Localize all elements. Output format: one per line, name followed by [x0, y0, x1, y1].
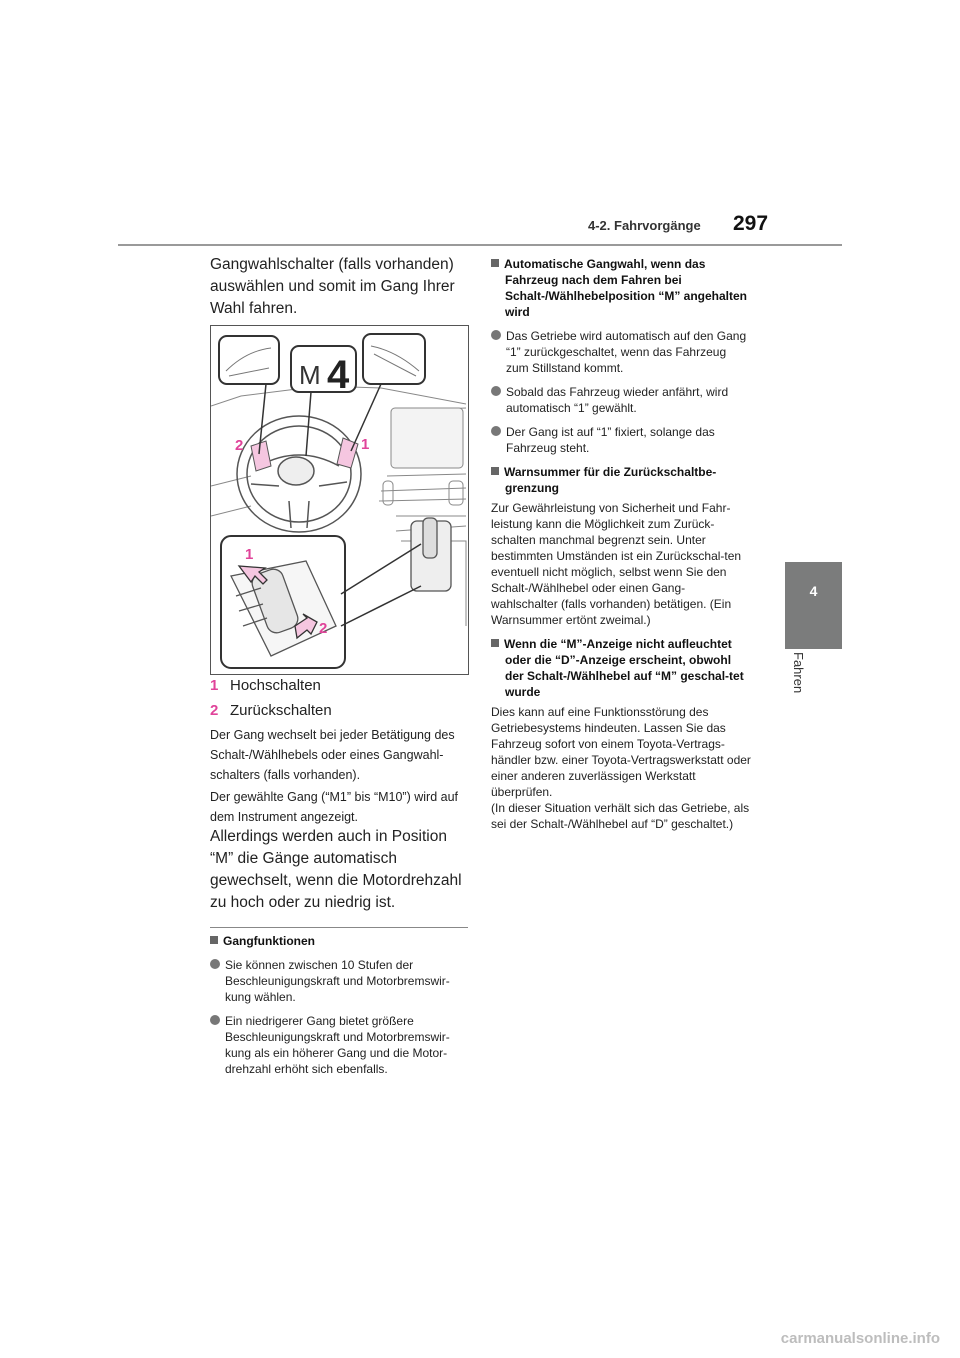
section-title: 4-2. Fahrvorgänge: [588, 218, 701, 233]
bullet-zurueckgeschaltet: Das Getriebe wird automatisch auf den Gang “1” zurückgeschaltet, wenn das Fahrzeug zum Stillstand kommt.: [491, 328, 751, 376]
square-bullet-icon: [491, 467, 499, 475]
paragraph-funktionsstoerung: Dies kann auf eine Funktionsstörung des Getriebesystems hindeuten. Lassen Sie das Fahrzeug sofort von einem Toyota-Vertrags-händler bzw. einer Toyota-Vertragswerkstatt oder einer anderen zuverlässigen Werkstatt überprüfen.: [491, 705, 751, 799]
gear-m-letter: M: [299, 360, 321, 390]
watermark: carmanualsonline.info: [780, 1330, 940, 1347]
square-bullet-icon: [491, 639, 499, 647]
callout-1-top: 1: [361, 436, 370, 453]
square-bullet-icon: [491, 259, 499, 267]
square-bullet-icon: [210, 936, 218, 944]
note-auto-change: Allerdings werden auch in Position “M” die Gänge automatisch gewechselt, wenn die Motordrehzahl zu hoch oder zu niedrig ist.: [210, 828, 462, 911]
chapter-number: 4: [809, 583, 818, 599]
gear-number: 4: [327, 353, 350, 397]
lead-text: Gangwahlschalter (falls vorhanden) auswählen und somit im Gang Ihrer Wahl fahren.: [210, 256, 455, 317]
paragraph-situation: (In dieser Situation verhält sich das Getriebe, als sei der Schalt-/Wählhebel auf “D” geschaltet.): [491, 801, 750, 831]
divider: [210, 927, 468, 928]
paragraph-warnsummer: Zur Gewährleistung von Sicherheit und Fahr-leistung kann die Möglichkeit zum Zurück-schalten manchmal begrenzt sein. Unter bestimmten Umständen ist ein Zurückschal-ten eventuell nicht möglich, selbst wenn Sie den Schalt-/Wählhebel oder einen Gang-wahlschalter (falls vorhanden) betätigen. (Ein Warnsummer ertönt zweimal.): [491, 501, 742, 627]
callout-2-top: 2: [235, 437, 244, 454]
note-gear-display: Der gewählte Gang (“M1” bis “M10”) wird auf dem Instrument angezeigt.: [210, 790, 458, 824]
callout-1-bottom: 1: [245, 546, 254, 563]
bullet-niedriger-gang: Ein niedrigerer Gang bietet größere Beschleunigungskraft und Motorbremswir-kung als ein höherer Gang und die Motor-drehzahl erhöht sich ebenfalls.: [210, 1013, 468, 1077]
heading-warnsummer: Warnsummer für die Zurückschaltbe-grenzung: [491, 464, 751, 496]
heading-auto-gangwahl: Automatische Gangwahl, wenn das Fahrzeug nach dem Fahren bei Schalt-/Wählhebelposition “M” angehalten wird: [491, 256, 751, 320]
note-gear-change: Der Gang wechselt bei jeder Betätigung des Schalt-/Wählhebels oder eines Gangwahl-schalters (falls vorhanden).: [210, 728, 455, 782]
legend-item-2: 2 Zurückschalten: [210, 702, 332, 719]
chapter-tab: [785, 562, 842, 649]
chapter-label: Fahren: [791, 652, 806, 694]
header-rule: [118, 244, 842, 246]
heading-gangfunktionen: Gangfunktionen: [210, 933, 468, 949]
page-number: 297: [733, 212, 769, 235]
heading-m-anzeige: Wenn die “M”-Anzeige nicht aufleuchtet oder die “D”-Anzeige erscheint, obwohl der Schalt-/Wählhebel auf “M” geschal-tet wurde: [491, 636, 751, 700]
illustration-svg: [211, 326, 468, 674]
callout-2-bottom: 2: [319, 620, 328, 637]
legend-item-1: 1 Hochschalten: [210, 677, 321, 694]
bullet-fixiert: Der Gang ist auf “1” fixiert, solange das Fahrzeug steht.: [491, 424, 751, 456]
illustration-gear-shift: [210, 325, 469, 675]
bullet-stufen: Sie können zwischen 10 Stufen der Beschleunigungskraft und Motorbremswir-kung wählen.: [210, 957, 468, 1005]
bullet-anfaehrt: Sobald das Fahrzeug wieder anfährt, wird automatisch “1” gewählt.: [491, 384, 751, 416]
